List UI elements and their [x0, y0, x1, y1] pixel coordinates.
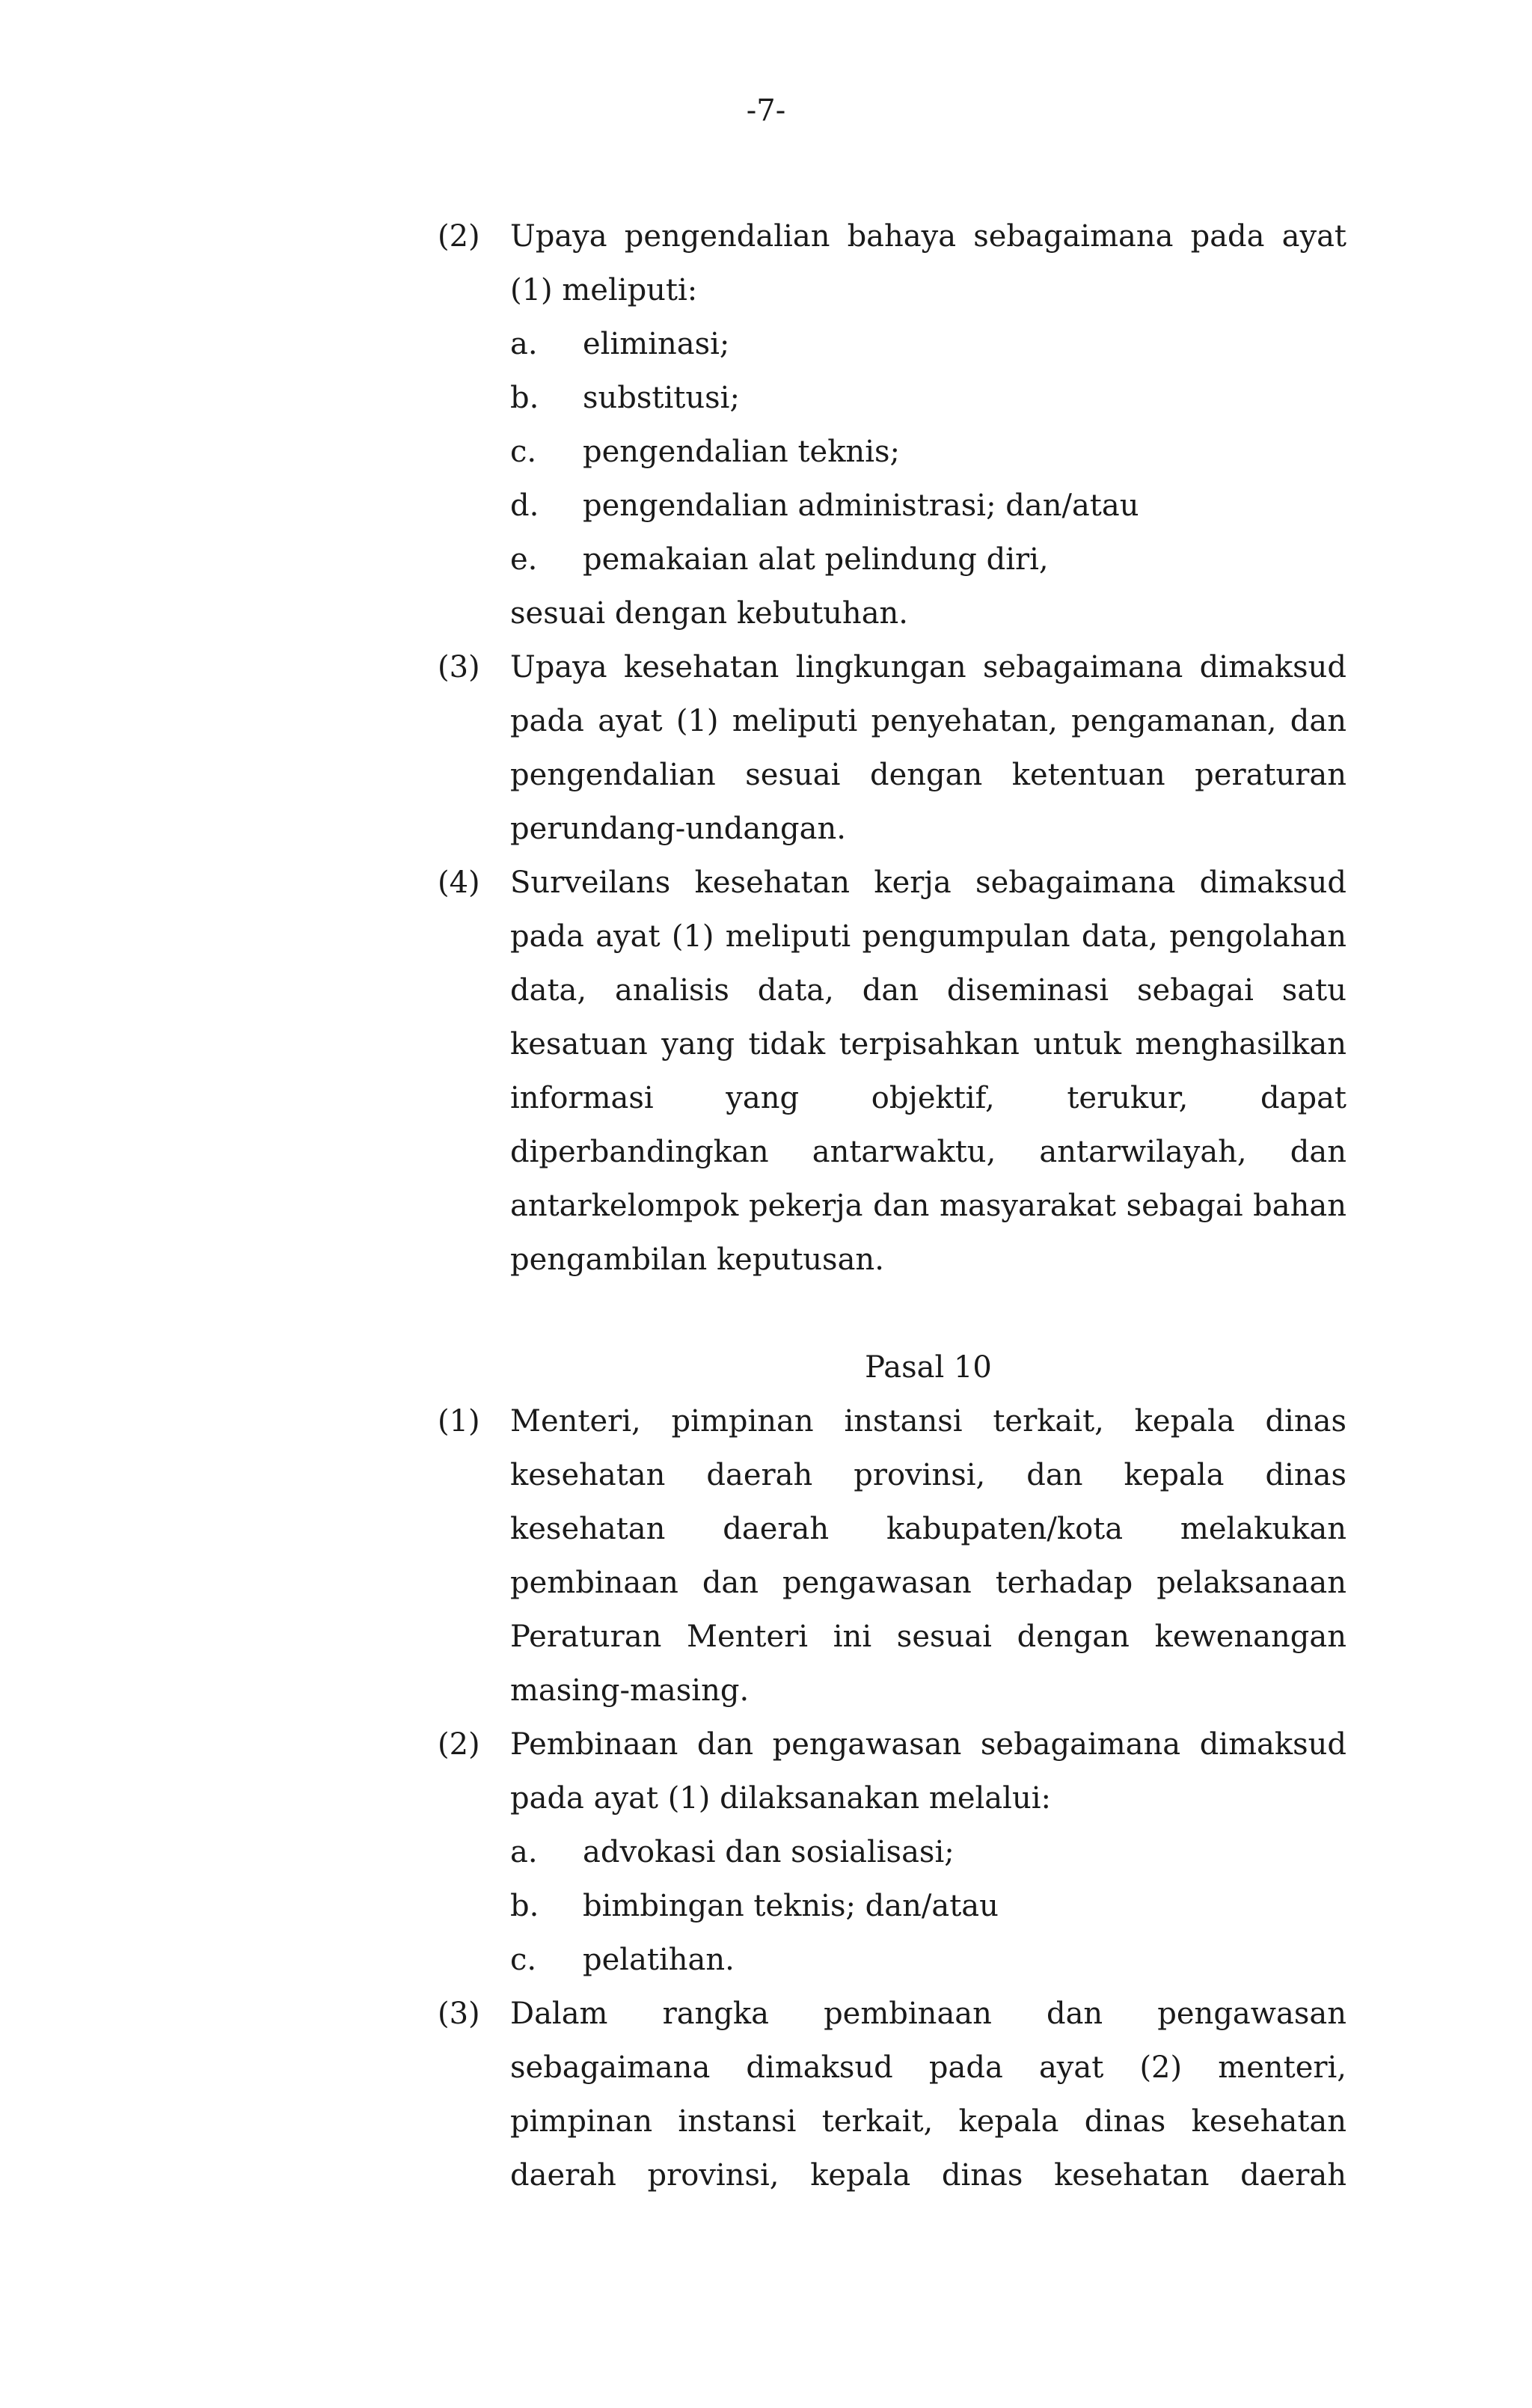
item-letter: e. — [510, 542, 538, 577]
ayat-number: (1) — [438, 1404, 480, 1439]
ayat-2-pengendalian-bahaya — [438, 209, 1346, 640]
ayat-text: Upaya kesehatan lingkungan sebagaimana dimaksud pada ayat (1) meliputi penyehatan, pengamanan, dan pengendalian sesuai dengan ketentuan peraturan perundang-undangan. — [510, 650, 1346, 846]
item-text: pengendalian administrasi; dan/atau — [583, 488, 1139, 523]
ayat-number: (3) — [438, 650, 480, 684]
ayat-text: Dalam rangka pembinaan dan pengawasan sebagaimana dimaksud pada ayat (2) menteri, pimpinan instansi terkait, kepala dinas kesehatan daerah provinsi, kepala dinas kesehatan daerah — [510, 1997, 1346, 2193]
list-item — [510, 1825, 1346, 1879]
list-item — [510, 1879, 1346, 1933]
ayat-number: (3) — [438, 1997, 480, 2031]
item-letter: b. — [510, 1889, 539, 1923]
item-letter: d. — [510, 488, 539, 523]
pasal-title: Pasal 10 — [865, 1350, 992, 1385]
item-text: pelatihan. — [583, 1943, 735, 1977]
list-item — [510, 533, 1346, 586]
item-letter: b. — [510, 381, 539, 415]
ayat-4-surveilans — [438, 856, 1346, 1287]
list-item — [510, 317, 1346, 371]
item-list — [510, 317, 1346, 586]
item-letter: a. — [510, 327, 538, 361]
ayat-text: Menteri, pimpinan instansi terkait, kepala dinas kesehatan daerah provinsi, dan kepala dinas kesehatan daerah kabupaten/kota melakukan pembinaan dan pengawasan terhadap pelaksanaan Peraturan Menteri ini sesuai dengan kewenangan masing-masing. — [510, 1404, 1346, 1708]
item-letter: a. — [510, 1835, 538, 1869]
item-text: pemakaian alat pelindung diri, — [583, 542, 1049, 577]
ayat-3-kesehatan-lingkungan — [438, 640, 1346, 856]
list-item — [510, 425, 1346, 479]
item-list — [510, 1825, 1346, 1987]
item-text: eliminasi; — [583, 327, 730, 361]
list-item — [510, 1933, 1346, 1987]
item-letter: c. — [510, 1943, 537, 1977]
ayat-text: Upaya pengendalian bahaya sebagaimana pada ayat (1) meliputi: — [510, 219, 1346, 307]
list-item — [510, 479, 1346, 533]
item-text: advokasi dan sosialisasi; — [583, 1835, 955, 1869]
item-text: pengendalian teknis; — [583, 435, 900, 469]
ayat-text: Surveilans kesehatan kerja sebagaimana dimaksud pada ayat (1) meliputi pengumpulan data, pengolahan data, analisis data, dan diseminasi sebagai satu kesatuan yang tidak terpisahkan untuk menghasilkan informasi yang objektif, terukur, dapat diperbandingkan antarwaktu, antarwilayah, dan antarkelompok pekerja dan masyarakat sebagai bahan pengambilan keputusan. — [510, 866, 1346, 1277]
item-text: bimbingan teknis; dan/atau — [583, 1889, 999, 1923]
ayat-number: (2) — [438, 1727, 480, 1762]
document-body — [438, 209, 1346, 2202]
pasal-10-ayat-2 — [438, 1718, 1346, 1987]
page-number: -7- — [746, 94, 786, 128]
pasal-10-ayat-1 — [438, 1394, 1346, 1718]
pasal-10-ayat-3 — [438, 1987, 1346, 2202]
list-item — [510, 371, 1346, 425]
item-letter: c. — [510, 435, 537, 469]
closing-text: sesuai dengan kebutuhan. — [510, 596, 909, 631]
item-text: substitusi; — [583, 381, 740, 415]
ayat-number: (2) — [438, 219, 480, 254]
ayat-text: Pembinaan dan pengawasan sebagaimana dimaksud pada ayat (1) dilaksanakan melalui: — [510, 1727, 1346, 1816]
ayat-number: (4) — [438, 866, 480, 900]
